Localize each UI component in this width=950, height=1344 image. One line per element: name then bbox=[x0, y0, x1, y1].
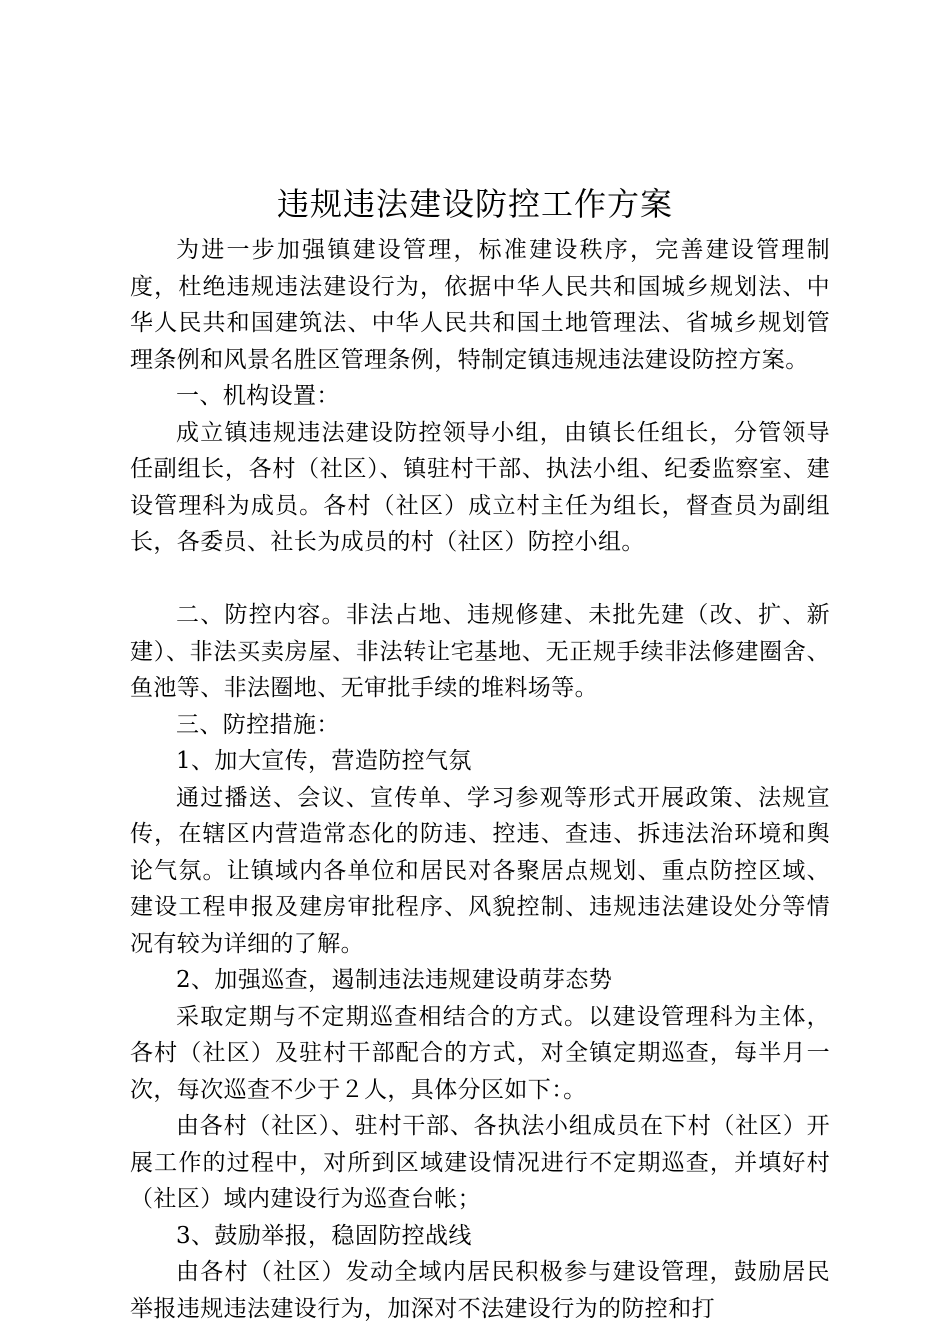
subheading-inspection: 2、加强巡查，遏制违法违规建设萌芽态势 bbox=[176, 967, 613, 993]
subheading-publicity: 1、加大宣传，营造防控气氛 bbox=[176, 748, 472, 774]
document-title: 违规违法建设防控工作方案 bbox=[276, 185, 673, 223]
document-body bbox=[130, 232, 830, 1327]
subheading-reporting: 3、鼓励举报，稳固防控战线 bbox=[176, 1222, 472, 1249]
paragraph-reporting: 由各村（社区）发动全域内居民积极参与建设管理，鼓励居民举报违规违法建设行为，加深对不法建设行为的防控和打 bbox=[130, 1259, 830, 1322]
paragraph-intro: 为进一步加强镇建设管理，标准建设秩序，完善建设管理制度，杜绝违规违法建设行为，依据中华人民共和国城乡规划法、中华人民共和国建筑法、中华人民共和国土地管理法、省城乡规划管理条例和风景名胜区管理条例，特制定镇违规违法建设防控方案。 bbox=[130, 237, 830, 373]
paragraph-spacer bbox=[130, 561, 830, 598]
heading-measures: 三、防控措施： bbox=[176, 711, 340, 738]
paragraph-organization: 成立镇违规违法建设防控领导小组，由镇长任组长，分管领导任副组长，各村（社区）、镇驻村干部、执法小组、纪委监察室、建设管理科为成员。各村（社区）成立村主任为组长，督查员为副组长，各委员、社长为成员的村（社区）防控小组。 bbox=[130, 419, 830, 555]
paragraph-publicity: 通过播送、会议、宣传单、学习参观等形式开展政策、法规宣传，在辖区内营造常态化的防违、控违、查违、拆违法治环境和舆论气氛。让镇域内各单位和居民对各聚居点规划、重点防控区域、建设工程申报及建房审批程序、风貌控制、违规违法建设处分等情况有较为详细的了解。 bbox=[130, 784, 830, 957]
heading-organization: 一、机构设置： bbox=[176, 383, 340, 409]
paragraph-inspection-irregular: 由各村（社区）、驻村干部、各执法小组成员在下村（社区）开展工作的过程中，对所到区域建设情况进行不定期巡查，并填好村（社区）域内建设行为巡查台帐； bbox=[130, 1113, 830, 1212]
paragraph-control-content: 二、防控内容。非法占地、违规修建、未批先建（改、扩、新建）、非法买卖房屋、非法转让宅基地、无正规手续非法修建圈舍、鱼池等、非法圈地、无审批手续的堆料场等。 bbox=[130, 602, 830, 701]
paragraph-inspection-regular: 采取定期与不定期巡查相结合的方式。以建设管理科为主体，各村（社区）及驻村干部配合的方式，对全镇定期巡查，每半月一次，每次巡查不少于２人，具体分区如下：。 bbox=[130, 1003, 830, 1103]
